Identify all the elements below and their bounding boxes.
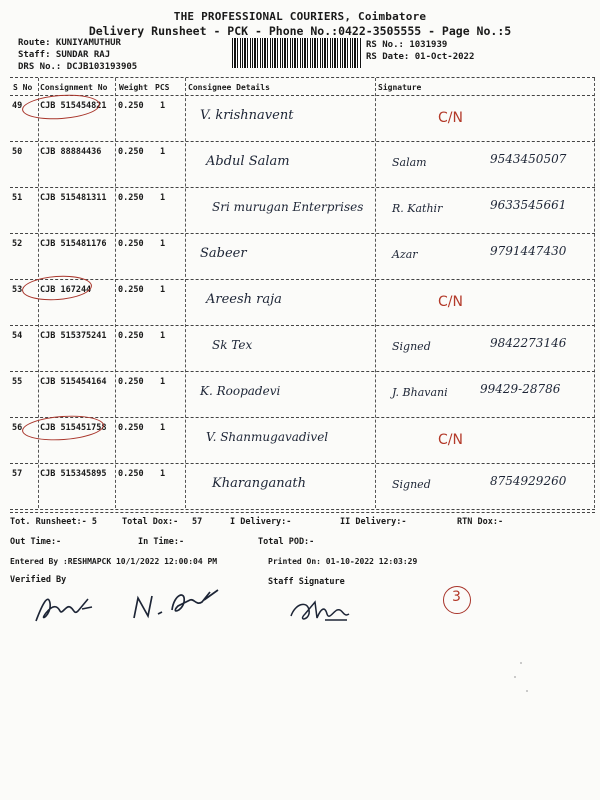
col-header-pcs: PCS [155,83,170,92]
row-sno: 56 [12,423,23,433]
row-sno: 57 [12,469,23,479]
drs-number: DRS No.: DCJB103193905 [18,62,138,72]
entered-by: Entered By :RESHMAPCK 10/1/2022 12:00:04 PM [10,557,218,566]
row-weight: 0.250 [118,377,144,387]
row-signature-handwritten: Signed [392,478,431,491]
row-sno: 49 [12,101,23,111]
row-weight: 0.250 [118,331,144,341]
row-consignment-no: CJB 167244 [40,285,92,295]
row-consignment-no: CJB 515454821 [40,101,107,111]
row-consignee-handwritten: K. Roopadevi [200,384,281,398]
row-pcs: 1 [160,377,166,387]
row-consignee-handwritten: Abdul Salam [206,154,290,169]
page-mark-number: 3 [452,589,461,605]
row-consignment-no: CJB 515481176 [40,239,107,249]
scan-speck [520,662,522,664]
row-signature-handwritten: Signed [392,340,431,353]
row-divider [10,509,595,510]
row-phone-handwritten: 9543450507 [490,152,567,166]
row-weight: 0.250 [118,285,144,295]
row-pcs: 1 [160,147,166,157]
row-pcs: 1 [160,239,166,249]
row-pcs: 1 [160,101,166,111]
rtn-dox-label: RTN Dox:- [457,517,504,527]
row-phone-handwritten: 9791447430 [490,244,567,258]
row-consignee-handwritten: Kharanganath [212,476,306,491]
total-runsheet: Tot. Runsheet:- 5 [10,517,97,527]
row-phone-handwritten: 8754929260 [490,474,567,488]
row-phone-handwritten: 9633545661 [490,198,567,212]
company-title: THE PROFESSIONAL COURIERS, Coimbatore [173,10,427,23]
row-pcs: 1 [160,469,166,479]
runsheet-title: Delivery Runsheet - PCK - Phone No.:0422-3505555 - Page No.:5 [88,24,512,38]
table-top-rule [10,77,595,78]
row-weight: 0.250 [118,193,144,203]
row-sno: 54 [12,331,23,341]
total-dox-value: 57 [192,517,203,527]
row-signature-handwritten: Salam [392,156,427,169]
table-row [10,280,595,326]
row-consignee-handwritten: V. krishnavent [200,108,294,123]
i-delivery-label: I Delivery:- [230,517,292,527]
row-signature-handwritten: J. Bhavani [392,386,448,399]
ii-delivery-label: II Delivery:- [340,517,407,527]
staff-signature [285,590,365,630]
row-sno: 52 [12,239,23,249]
verifier-signature-1 [28,585,98,630]
row-consignee-handwritten: Sabeer [200,246,247,261]
col-header-weight: Weight [119,83,148,92]
row-weight: 0.250 [118,147,144,157]
printed-on: Printed On: 01-10-2022 12:03:29 [268,557,418,566]
total-dox-label: Total Dox:- [122,517,179,527]
row-sno: 50 [12,147,23,157]
row-consignment-no: CJB 515345895 [40,469,107,479]
in-time-label: In Time:- [138,537,185,547]
row-weight: 0.250 [118,423,144,433]
col-header-consignee: Consignee Details [188,83,270,92]
row-phone-handwritten: 99429-28786 [480,382,561,396]
row-consignee-handwritten: Sk Tex [212,338,253,352]
row-consignee-handwritten: Areesh raja [206,292,282,307]
row-sno: 51 [12,193,23,203]
row-consignment-no: CJB 515375241 [40,331,107,341]
route-label: Route: KUNIYAMUTHUR [18,38,121,48]
row-consignment-no: CJB 515451758 [40,423,107,433]
row-consignment-no: CJB 88884436 [40,147,102,157]
col-header-consignment: Consignment No [40,83,108,92]
row-weight: 0.250 [118,469,144,479]
totals-rule [10,512,595,513]
row-weight: 0.250 [118,239,144,249]
verified-by-label: Verified By [10,575,67,585]
row-weight: 0.250 [118,101,144,111]
row-pcs: 1 [160,285,166,295]
row-consignee-handwritten: V. Shanmugavadivel [206,430,329,444]
row-signature-handwritten: C/N [438,294,463,310]
col-header-signature: Signature [378,83,422,92]
row-signature-handwritten: R. Kathir [392,202,443,215]
row-consignment-no: CJB 515454164 [40,377,107,387]
barcode-image [232,38,362,68]
row-pcs: 1 [160,193,166,203]
col-header-sno: S No [13,83,33,92]
staff-label: Staff: SUNDAR RAJ [18,50,111,60]
row-sno: 53 [12,285,23,295]
row-sno: 55 [12,377,23,387]
row-phone-handwritten: 9842273146 [490,336,567,350]
rs-number: RS No.: 1031939 [366,40,448,50]
row-signature-handwritten: C/N [438,432,463,448]
total-pod-label: Total POD:- [258,537,315,547]
row-signature-handwritten: C/N [438,110,463,126]
row-pcs: 1 [160,423,166,433]
verifier-signature-2 [128,580,228,625]
out-time-label: Out Time:- [10,537,62,547]
row-consignment-no: CJB 515481311 [40,193,107,203]
scan-speck [526,690,528,692]
rs-date: RS Date: 01-Oct-2022 [366,52,475,62]
scan-speck [514,676,516,678]
row-pcs: 1 [160,331,166,341]
row-consignee-handwritten: Sri murugan Enterprises [212,200,364,214]
staff-signature-label: Staff Signature [268,577,345,587]
row-signature-handwritten: Azar [392,248,418,261]
